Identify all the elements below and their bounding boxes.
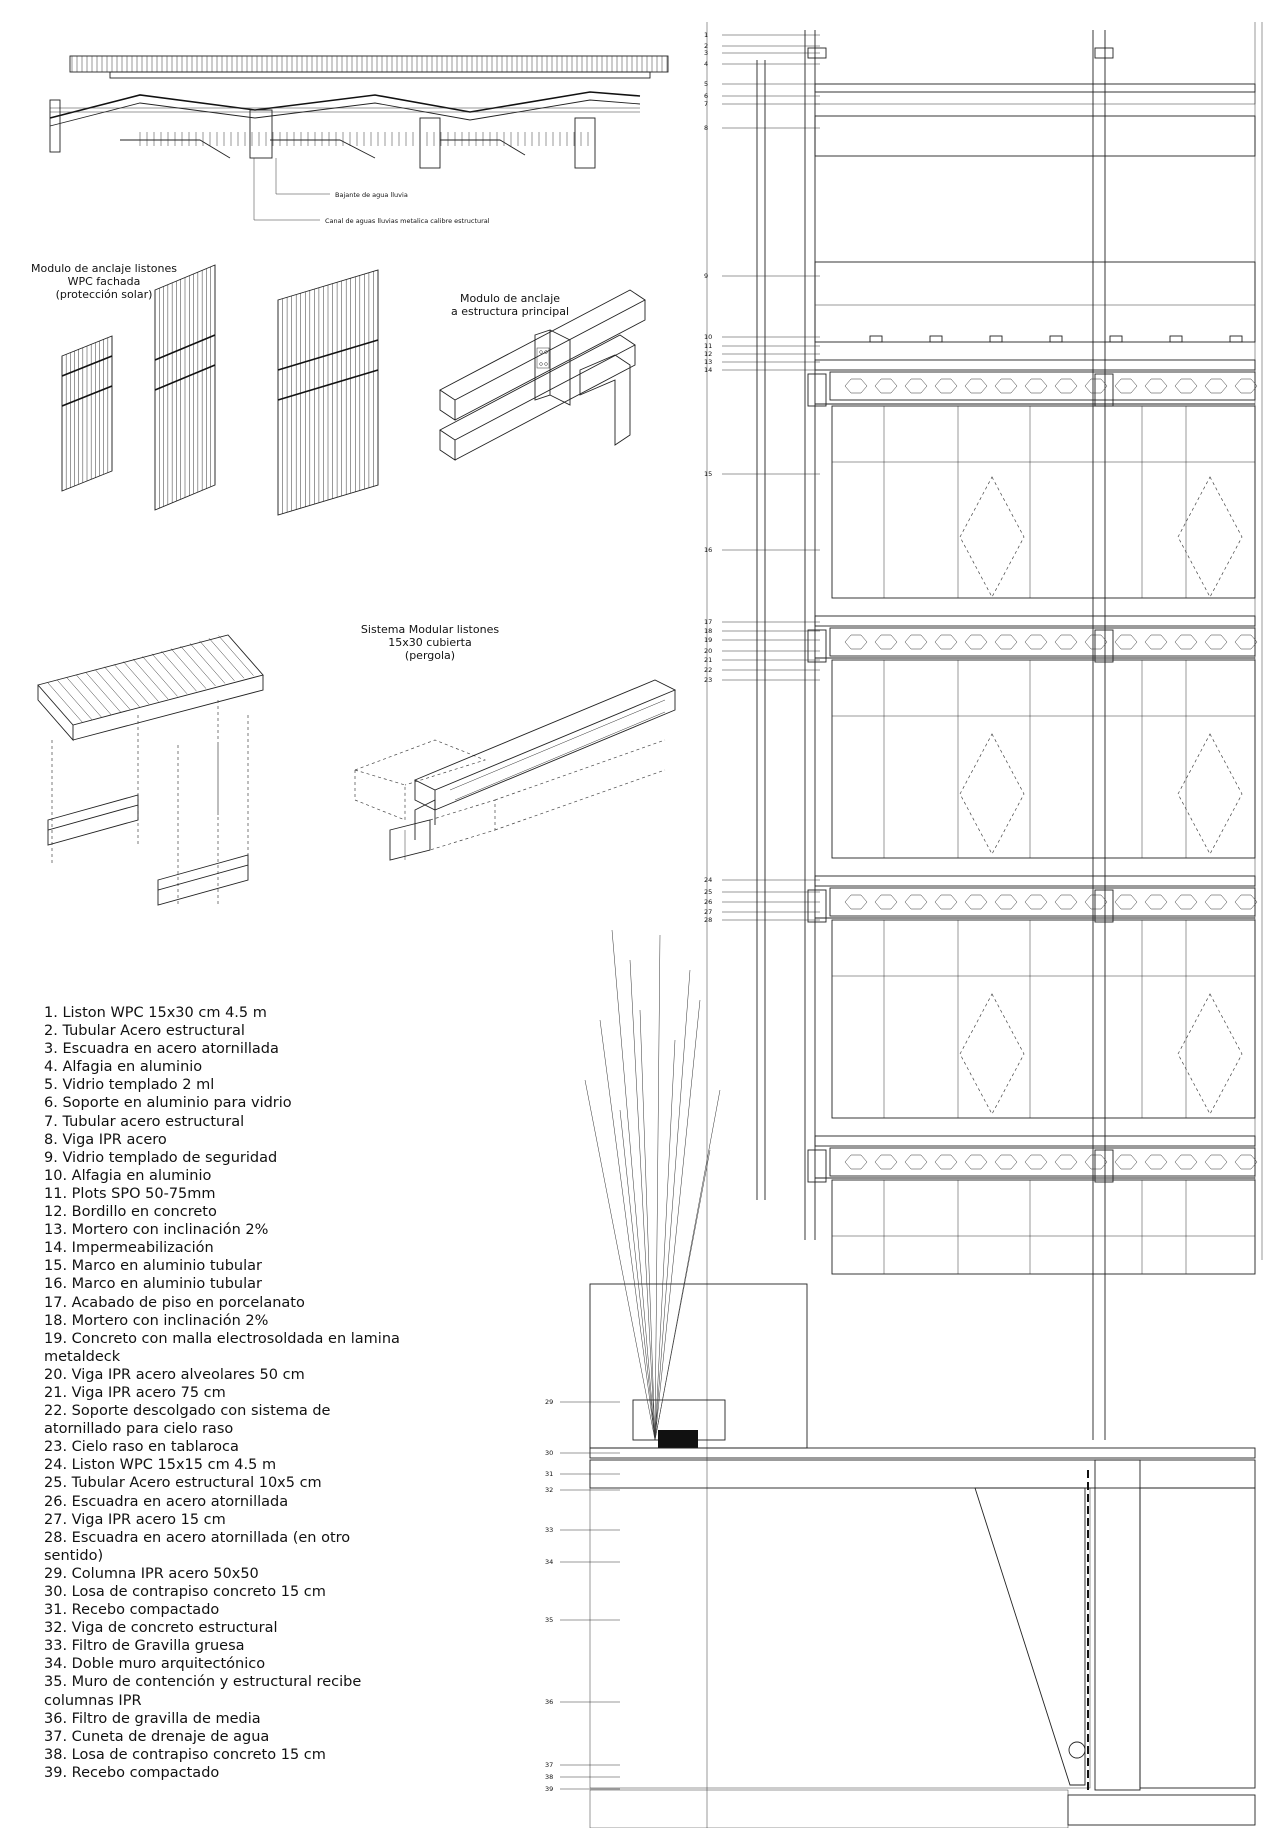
- callout-number: 11: [704, 342, 713, 350]
- callout-number: 22: [704, 666, 713, 674]
- downpipe-label: Bajante de agua lluvia: [335, 191, 408, 199]
- legend-item: 31. Recebo compactado: [44, 1602, 220, 1619]
- roof-section-drawing: [50, 56, 668, 225]
- legend-item: 33. Filtro de Gravilla gruesa: [44, 1638, 245, 1655]
- callout-number: 35: [545, 1616, 554, 1624]
- callout-number: 13: [704, 358, 713, 366]
- materials-legend: [44, 1004, 404, 1782]
- caption-structure-module: Modulo de anclaje a estructura principal: [450, 292, 570, 318]
- callout-number: 24: [704, 876, 713, 884]
- callout-number: 16: [704, 546, 713, 554]
- legend-item: 17. Acabado de piso en porcelanato: [44, 1294, 305, 1311]
- legend-item: 36. Filtro de gravilla de media: [44, 1710, 261, 1727]
- legend-item: 23. Cielo raso en tablaroca: [44, 1439, 239, 1456]
- callout-number: 5: [704, 80, 709, 88]
- legend-item: 39. Recebo compactado: [44, 1764, 220, 1781]
- facade-module-isometric: [62, 265, 378, 515]
- callout-number: 26: [704, 898, 713, 906]
- legend-item: 1. Liston WPC 15x30 cm 4.5 m: [44, 1005, 267, 1021]
- callout-number: 21: [704, 656, 713, 664]
- callout-number: 38: [545, 1773, 554, 1781]
- legend-item: 19. Concreto con malla electrosoldada en lamina metaldeck: [44, 1330, 400, 1365]
- callout-number: 29: [545, 1398, 554, 1406]
- legend-item: 27. Viga IPR acero 15 cm: [44, 1511, 226, 1528]
- callout-number: 9: [704, 272, 709, 280]
- callout-number: 7: [704, 100, 709, 108]
- legend-item: 14. Impermeabilización: [44, 1240, 214, 1257]
- legend-item: 38. Losa de contrapiso concreto 15 cm: [44, 1746, 326, 1763]
- callout-number: 14: [704, 366, 713, 374]
- callout-number: 30: [545, 1449, 554, 1457]
- legend-item: 18. Mortero con inclinación 2%: [44, 1312, 269, 1329]
- legend-item: 9. Vidrio templado de seguridad: [44, 1149, 278, 1166]
- legend-item: 6. Soporte en aluminio para vidrio: [44, 1095, 292, 1112]
- callout-number: 10: [704, 333, 713, 341]
- legend-item: 32. Viga de concreto estructural: [44, 1620, 278, 1637]
- modular-slat-detail: [355, 680, 675, 860]
- callout-number: 15: [704, 470, 713, 478]
- legend-item: 28. Escuadra en acero atornillada (en otro sentido): [44, 1529, 351, 1564]
- legend-item: 37. Cuneta de drenaje de agua: [44, 1728, 270, 1745]
- legend-item: 8. Viga IPR acero: [44, 1131, 167, 1148]
- legend-item: 12. Bordillo en concreto: [44, 1204, 217, 1221]
- legend-item: 5. Vidrio templado 2 ml: [44, 1077, 215, 1094]
- caption-facade-module: Modulo de anclaje listones WPC fachada (protección solar): [31, 262, 177, 301]
- callout-number: 23: [704, 676, 713, 684]
- callout-number: 20: [704, 647, 713, 655]
- legend-item: 35. Muro de contención y estructural recibe columnas IPR: [44, 1674, 362, 1709]
- callout-number: 27: [704, 908, 713, 916]
- legend-item: 34. Doble muro arquitectónico: [44, 1656, 266, 1673]
- legend-item: 25. Tubular Acero estructural 10x5 cm: [44, 1475, 322, 1492]
- legend-item: 24. Liston WPC 15x15 cm 4.5 m: [44, 1457, 277, 1474]
- callout-number: 2: [704, 42, 709, 50]
- callout-number: 12: [704, 350, 713, 358]
- legend-item: 29. Columna IPR acero 50x50: [44, 1565, 259, 1582]
- callout-number: 34: [545, 1558, 554, 1566]
- legend-item: 21. Viga IPR acero 75 cm: [44, 1384, 226, 1401]
- callout-number: 4: [704, 60, 709, 68]
- callout-number: 36: [545, 1698, 554, 1706]
- pergola-isometric: [38, 635, 263, 905]
- callout-number: 3: [704, 49, 709, 57]
- callout-number: 8: [704, 124, 709, 132]
- callout-number: 39: [545, 1785, 554, 1793]
- gutter-label: Canal de aguas lluvias metalica calibre estructural: [325, 217, 490, 225]
- legend-item: 10. Alfagia en aluminio: [44, 1167, 212, 1184]
- callout-number: 6: [704, 92, 709, 100]
- callout-number: 33: [545, 1526, 554, 1534]
- callout-number: 31: [545, 1470, 554, 1478]
- building-section: [585, 22, 1262, 1828]
- legend-item: 15. Marco en aluminio tubular: [44, 1258, 262, 1275]
- callout-number: 28: [704, 916, 713, 924]
- roof-slats: [70, 56, 668, 72]
- legend-item: 13. Mortero con inclinación 2%: [44, 1222, 269, 1239]
- legend-item: 26. Escuadra en acero atornillada: [44, 1493, 289, 1510]
- legend-item: 7. Tubular acero estructural: [44, 1113, 245, 1130]
- legend-item: 2. Tubular Acero estructural: [44, 1023, 245, 1040]
- callout-number: 37: [545, 1761, 554, 1769]
- legend-item: 11. Plots SPO 50-75mm: [44, 1185, 216, 1202]
- legend-item: 4. Alfagia en aluminio: [44, 1059, 203, 1076]
- legend-item: 22. Soporte descolgado con sistema de atornillado para cielo raso: [44, 1403, 331, 1438]
- legend-item: 20. Viga IPR acero alveolares 50 cm: [44, 1366, 305, 1383]
- callout-number: 25: [704, 888, 713, 896]
- callout-number: 32: [545, 1486, 554, 1494]
- legend-item: 3. Escuadra en acero atornillada: [44, 1041, 279, 1058]
- legend-item: 30. Losa de contrapiso concreto 15 cm: [44, 1584, 326, 1600]
- callout-number: 17: [704, 618, 713, 626]
- callout-number: 1: [704, 31, 709, 39]
- caption-modular-roof: Sistema Modular listones 15x30 cubierta (pergola): [360, 623, 500, 662]
- callout-number: 19: [704, 636, 713, 644]
- callout-number: 18: [704, 627, 713, 635]
- legend-item: 16. Marco en aluminio tubular: [44, 1276, 262, 1293]
